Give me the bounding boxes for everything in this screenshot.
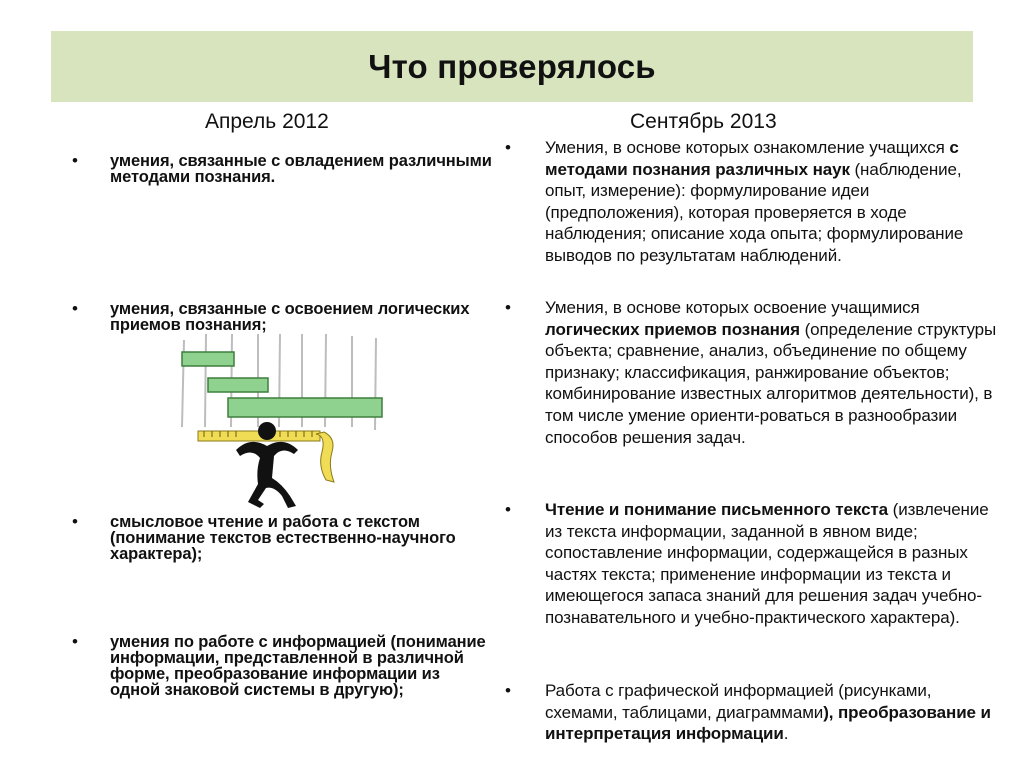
right-list-item bbox=[505, 297, 1005, 448]
left-list-item bbox=[72, 153, 492, 185]
bullet-icon: • bbox=[72, 151, 78, 170]
slide-title: Что проверялось bbox=[368, 47, 656, 85]
left-item-text: смысловое чтение и работа с текстом (понимание текстов естественно-научного характера); bbox=[110, 513, 456, 563]
right-list-item bbox=[505, 499, 1005, 629]
slide-title-bar bbox=[51, 31, 973, 102]
bullet-icon: • bbox=[505, 681, 511, 700]
right-column-heading: Сентябрь 2013 bbox=[630, 110, 777, 133]
bullet-icon: • bbox=[72, 512, 78, 531]
right-item-text: Чтение и понимание письменного текста (извлечение из текста информации, заданной в явном виде; сопоставление информации, содержащейся в разных частях текста; применение информации из текста и имеющегося запаса знаний для решения задач учебно-познавательного и учебно-практического характера). bbox=[545, 500, 989, 627]
right-item-text: Умения, в основе которых освоение учащимися логических приемов познания (определение структуры объекта; сравнение, анализ, объединение по общему признаку; классификация, ранжирование объектов; комбинирование известных алгоритмов деятельности), в том числе умение ориенти-роваться в разнообразии способов решения задач. bbox=[545, 298, 997, 447]
bullet-icon: • bbox=[505, 298, 511, 317]
right-item-text: Работа с графической информацией (рисунками, схемами, таблицами, диаграммами), преобразование и интерпретация информации. bbox=[545, 681, 991, 744]
left-list-item bbox=[72, 301, 492, 333]
bullet-icon: • bbox=[505, 138, 511, 157]
bullet-icon: • bbox=[72, 299, 78, 318]
left-item-text: умения, связанные с овладением различными методами познания. bbox=[110, 152, 492, 186]
bullet-icon: • bbox=[72, 632, 78, 651]
left-list-item bbox=[72, 634, 492, 698]
person-carrying-bars-icon bbox=[176, 332, 392, 512]
left-list-item bbox=[72, 514, 492, 562]
left-item-text: умения по работе с информацией (понимание информации, представленной в различной форме, преобразование информации из одной знаковой системы в другую); bbox=[110, 633, 486, 699]
left-column-heading: Апрель 2012 bbox=[205, 110, 329, 133]
right-item-text: Умения, в основе которых ознакомление учащихся с методами познания различных наук (наблюдение, опыт, измерение): формулирование идеи (предположения), которая проверяется в ходе наблюдения; описание хода опыта; формулирование выводов по результатам наблюдений. bbox=[545, 138, 964, 265]
right-list-item bbox=[505, 137, 1005, 267]
bullet-icon: • bbox=[505, 500, 511, 519]
right-list-item bbox=[505, 680, 1005, 745]
left-item-text: умения, связанные с освоением логических приемов познания; bbox=[110, 300, 470, 334]
